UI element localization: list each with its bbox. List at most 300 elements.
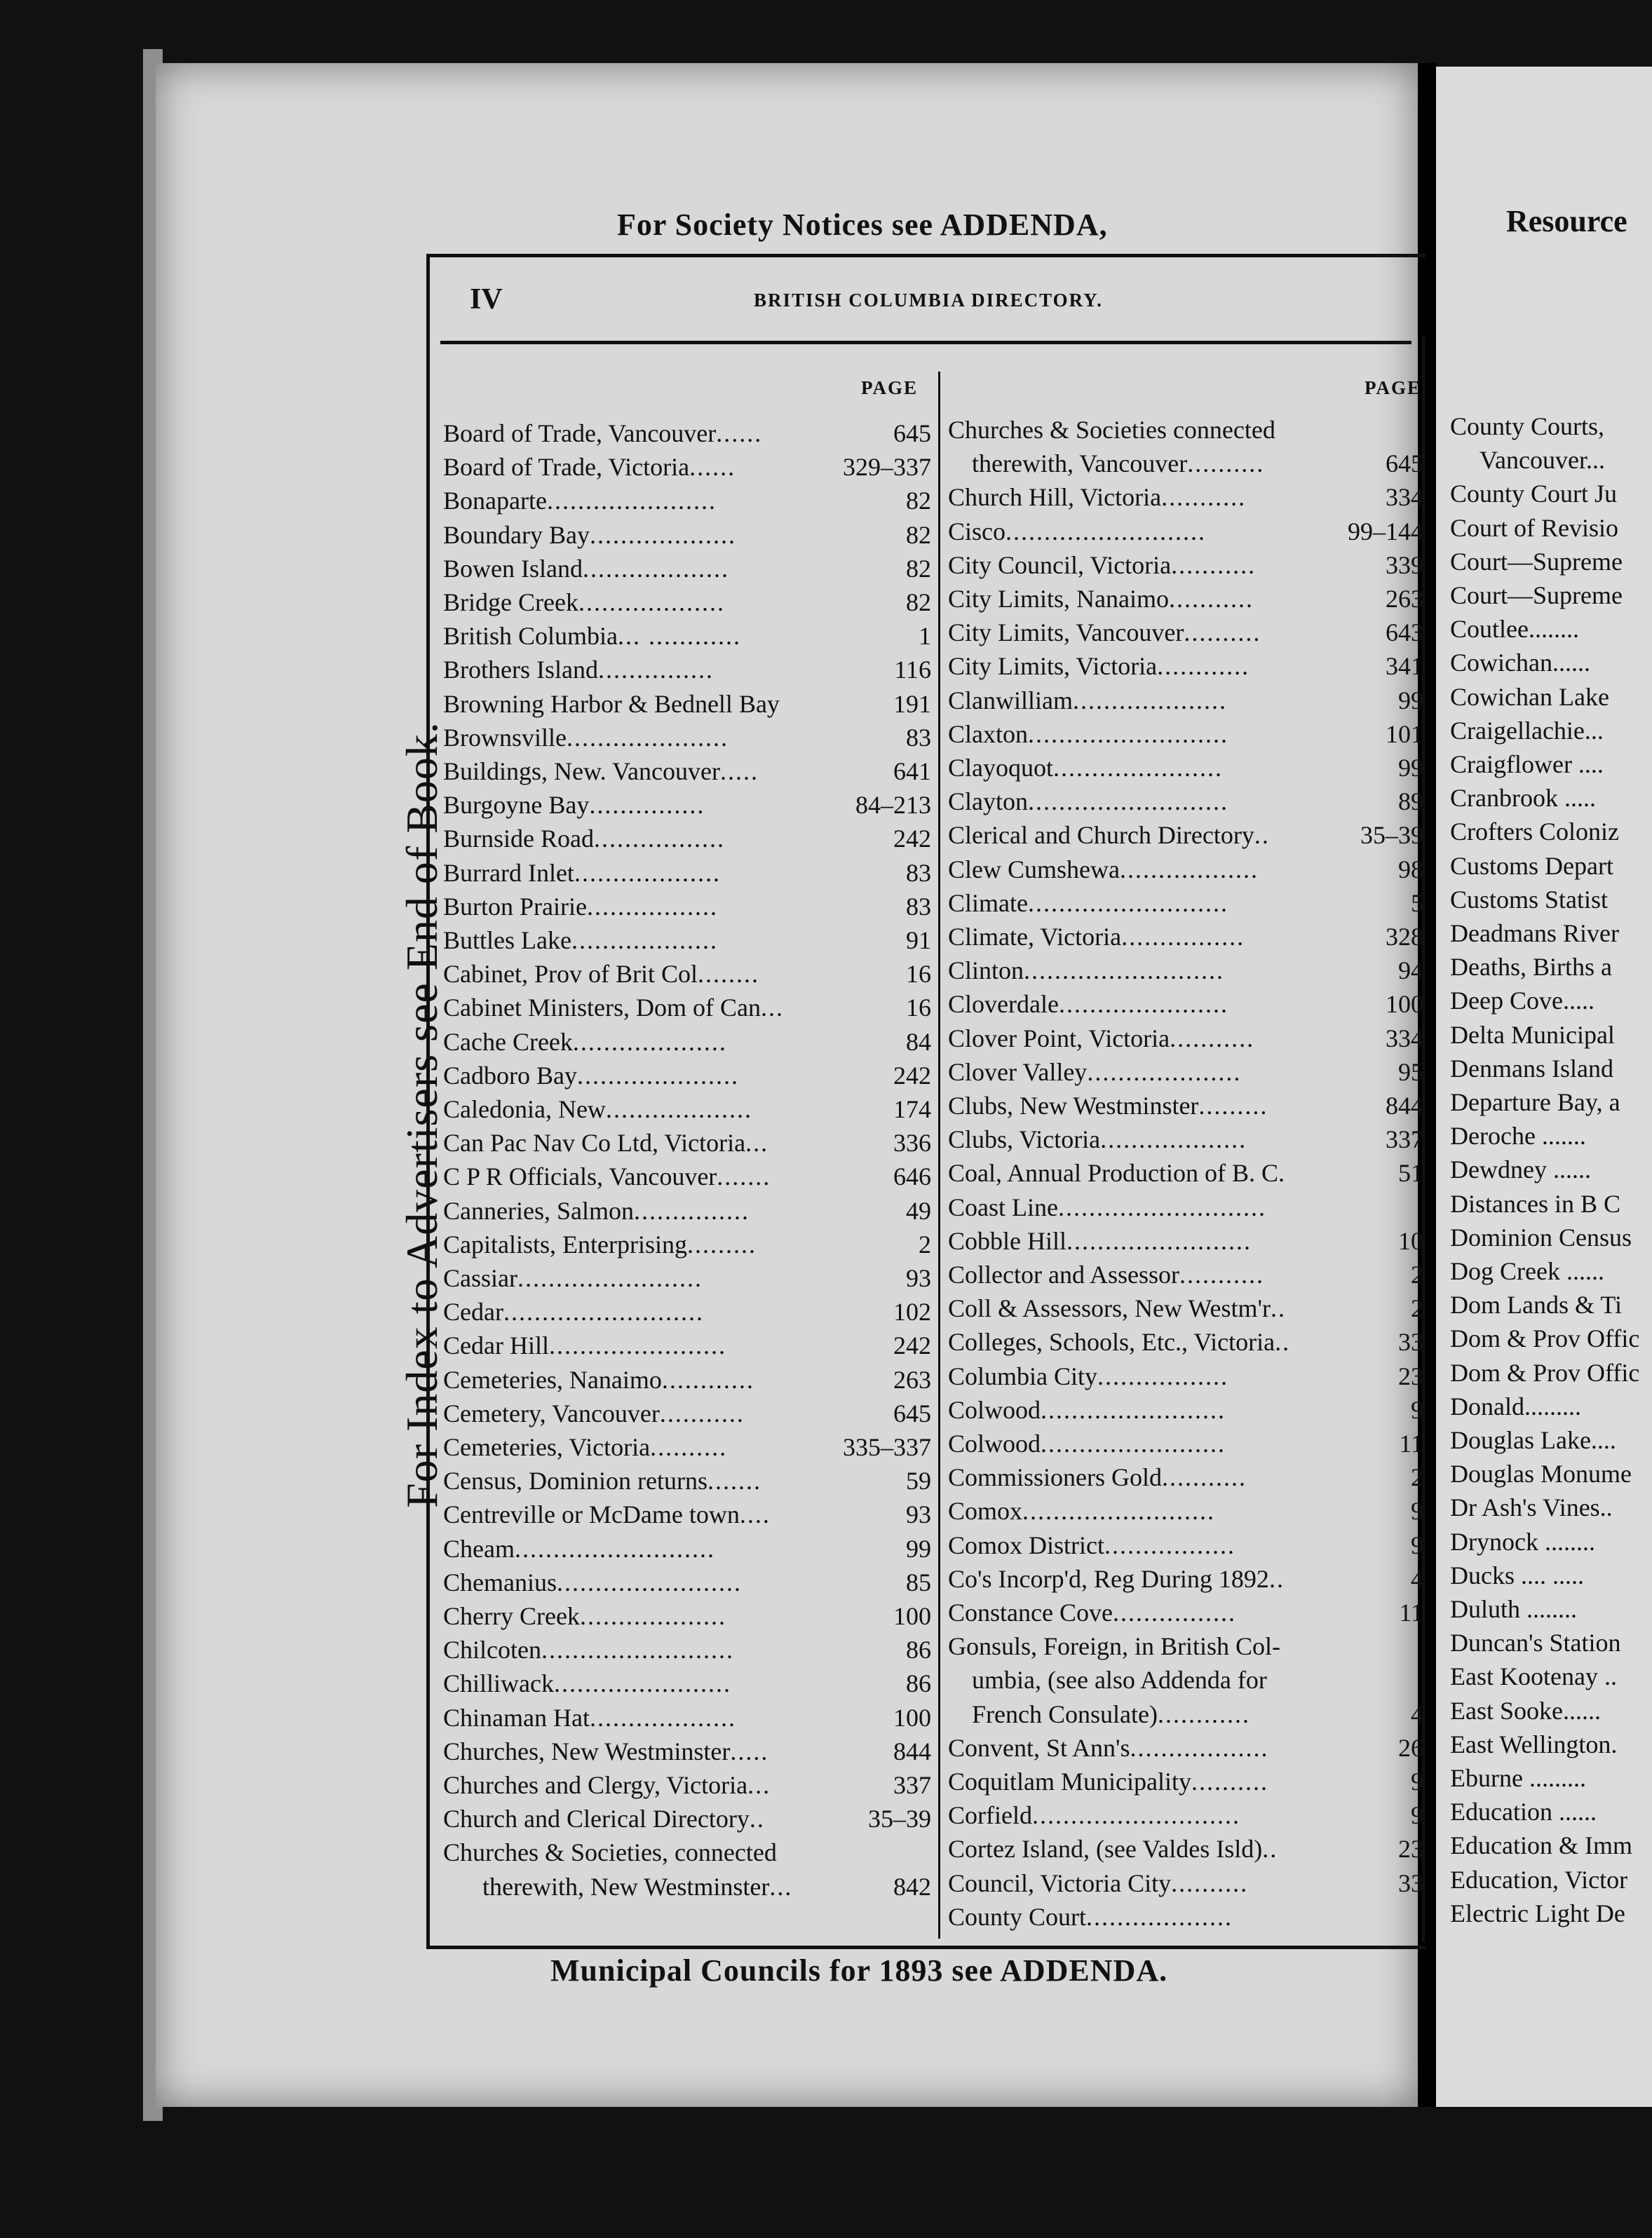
entry-page: 93 bbox=[906, 1264, 931, 1292]
entry-page: 93 bbox=[906, 1500, 931, 1529]
entry-name: Cadboro Bay bbox=[443, 1061, 577, 1090]
entry-name: Caledonia, New bbox=[443, 1095, 606, 1123]
entry-name: Burrard Inlet bbox=[443, 858, 574, 887]
index-entry bbox=[443, 789, 705, 821]
index-entry bbox=[443, 1160, 771, 1193]
entry-leader-dots: .. bbox=[1254, 821, 1270, 850]
entry-leader-dots: .. bbox=[1270, 1294, 1286, 1323]
index-entry bbox=[948, 819, 1270, 851]
entry-leader-dots: ....................... bbox=[553, 1669, 731, 1698]
facing-page-entry: Vancouver... bbox=[1480, 446, 1605, 475]
entry-leader-dots: .......................... bbox=[514, 1534, 715, 1563]
entry-leader-dots: ................. bbox=[593, 825, 725, 853]
facing-page-entry: Cowichan Lake bbox=[1450, 682, 1609, 711]
entry-leader-dots: ......... bbox=[686, 1230, 757, 1259]
entry-page: 91 bbox=[906, 926, 931, 954]
entry-name: Cassiar bbox=[443, 1264, 517, 1292]
index-entry bbox=[948, 1461, 1247, 1493]
entry-page: 83 bbox=[906, 858, 931, 887]
entry-leader-dots: .......... bbox=[1171, 1869, 1249, 1897]
index-entry bbox=[948, 921, 1245, 953]
entry-page: 844 bbox=[893, 1737, 931, 1765]
entry-leader-dots: ............ bbox=[1157, 652, 1250, 681]
facing-page-entry: Deep Cove..... bbox=[1450, 986, 1595, 1015]
header-rule bbox=[440, 341, 1411, 344]
entry-page: 337 bbox=[893, 1771, 931, 1799]
entry-name: Clinton bbox=[948, 956, 1024, 985]
entry-page: 11 bbox=[1399, 1430, 1423, 1458]
entry-leader-dots: ... bbox=[747, 1771, 771, 1799]
index-entry bbox=[443, 1296, 704, 1328]
entry-leader-dots: ..... bbox=[719, 757, 759, 785]
top-notice: For Society Notices see ADDENDA, bbox=[617, 208, 1108, 242]
entry-leader-dots: ...................... bbox=[1053, 754, 1223, 782]
entry-leader-dots: ................ bbox=[1112, 1599, 1236, 1627]
entry-page: 641 bbox=[893, 757, 931, 785]
entry-page: 5 bbox=[1411, 888, 1423, 917]
facing-page-entry: Donald......... bbox=[1450, 1392, 1581, 1420]
facing-page-heading: Resource bbox=[1506, 204, 1627, 238]
entry-page: 83 bbox=[906, 723, 931, 752]
index-entry bbox=[948, 1596, 1236, 1629]
index-entry bbox=[443, 890, 718, 923]
entry-name: Cache Creek bbox=[443, 1027, 573, 1056]
index-entry bbox=[443, 991, 784, 1024]
entry-leader-dots: .. bbox=[1268, 1564, 1285, 1593]
entry-page: 10 bbox=[1398, 1226, 1423, 1255]
entry-leader-dots: .......................... bbox=[503, 1298, 704, 1327]
entry-page: 35–39 bbox=[868, 1805, 931, 1833]
entry-name: Cemetery, Vancouver bbox=[443, 1399, 660, 1427]
entry-name: Chemanius bbox=[443, 1568, 557, 1596]
entry-name: Buildings, New. Vancouver bbox=[443, 757, 720, 785]
entry-leader-dots: ........................ bbox=[556, 1568, 742, 1596]
entry-name: French Consulate) bbox=[972, 1700, 1158, 1728]
entry-name: Church Hill, Victoria bbox=[948, 483, 1162, 512]
entry-page: 844 bbox=[1386, 1092, 1423, 1120]
entry-page: 26 bbox=[1398, 1733, 1423, 1762]
facing-page-entry: County Courts, bbox=[1450, 412, 1605, 440]
entry-page: 85 bbox=[906, 1568, 931, 1596]
facing-page-entry: East Sooke...... bbox=[1450, 1696, 1601, 1725]
index-entry bbox=[948, 1360, 1228, 1392]
entry-name: Burnside Road bbox=[443, 825, 594, 853]
index-entry bbox=[948, 1225, 1252, 1257]
facing-page-entry: Court—Supreme bbox=[1450, 581, 1623, 609]
entry-name: therewith, Vancouver bbox=[972, 449, 1188, 478]
index-entry bbox=[443, 1600, 726, 1632]
index-entry bbox=[443, 519, 736, 551]
index-entry bbox=[443, 1364, 754, 1396]
facing-page-entry: Customs Statist bbox=[1450, 885, 1609, 914]
entry-page: 337 bbox=[1386, 1125, 1423, 1154]
index-entry bbox=[948, 988, 1228, 1020]
entry-page: 2 bbox=[919, 1230, 931, 1259]
entry-name: Cisco bbox=[948, 517, 1006, 545]
bottom-notice: Municipal Councils for 1893 see ADDENDA. bbox=[550, 1953, 1168, 1988]
facing-page-entry: Denmans Island bbox=[1450, 1054, 1613, 1083]
index-entry bbox=[948, 1292, 1286, 1324]
entry-leader-dots: ........... bbox=[1162, 1463, 1247, 1492]
entry-page: 341 bbox=[1386, 652, 1423, 681]
entry-name: Constance Cove bbox=[948, 1599, 1113, 1627]
index-entry bbox=[443, 484, 717, 517]
entry-page: 646 bbox=[893, 1162, 931, 1191]
entry-leader-dots: .......................... bbox=[1028, 719, 1228, 748]
entry-leader-dots: ... bbox=[769, 1872, 793, 1901]
index-entry bbox=[482, 1871, 792, 1903]
entry-page: 49 bbox=[906, 1196, 931, 1225]
facing-page-entry: Electric Light De bbox=[1450, 1899, 1625, 1927]
entry-page: 94 bbox=[1398, 956, 1423, 985]
entry-leader-dots: ...... bbox=[716, 419, 763, 447]
facing-page-entry: Deaths, Births a bbox=[1450, 953, 1612, 982]
entry-name: Coquitlam Municipality bbox=[948, 1768, 1191, 1796]
entry-name: Burgoyne Bay bbox=[443, 791, 590, 820]
entry-name: Brownsville bbox=[443, 723, 567, 752]
entry-name: Council, Victoria City bbox=[948, 1869, 1172, 1897]
facing-page-entry: Ducks .... ..... bbox=[1450, 1561, 1584, 1589]
entry-page: 263 bbox=[1386, 585, 1423, 613]
index-entry bbox=[948, 1157, 1285, 1189]
entry-leader-dots: ........... bbox=[1170, 1024, 1255, 1052]
entry-page: 11 bbox=[1399, 1599, 1423, 1627]
index-entry bbox=[443, 586, 725, 618]
entry-page: 33 bbox=[1398, 1869, 1423, 1897]
entry-page: 339 bbox=[1386, 550, 1423, 579]
entry-name: County Court bbox=[948, 1902, 1087, 1931]
entry-name: Climate bbox=[948, 888, 1028, 917]
entry-page: 9 bbox=[1411, 1768, 1423, 1796]
index-entry bbox=[443, 1769, 771, 1801]
entry-name: Claxton bbox=[948, 719, 1028, 748]
entry-name: Gonsuls, Foreign, in British Col- bbox=[948, 1632, 1281, 1661]
entry-name: Cloverdale bbox=[948, 990, 1059, 1019]
entry-leader-dots: ........................... bbox=[1031, 1801, 1240, 1830]
entry-leader-dots: ........... bbox=[659, 1399, 745, 1427]
entry-leader-dots: .......................... bbox=[1027, 888, 1228, 917]
entry-page: 2 bbox=[1411, 1261, 1423, 1289]
facing-page-entry: Duncan's Station bbox=[1450, 1629, 1621, 1657]
index-entry bbox=[443, 653, 714, 686]
index-entry bbox=[443, 1195, 750, 1227]
entry-leader-dots: .......... bbox=[650, 1433, 728, 1461]
entry-name: Church and Clerical Directory bbox=[443, 1805, 750, 1833]
entry-name: therewith, New Westminster bbox=[482, 1872, 770, 1901]
entry-name: Cemeteries, Victoria bbox=[443, 1433, 651, 1461]
entry-leader-dots: .................... bbox=[572, 1027, 727, 1056]
entry-page: 9 bbox=[1411, 1801, 1423, 1830]
entry-leader-dots: ...................... bbox=[1058, 990, 1228, 1019]
entry-name: Commissioners Gold bbox=[948, 1463, 1163, 1492]
entry-name: C P R Officials, Vancouver bbox=[443, 1162, 717, 1191]
entry-name: Cemeteries, Nanaimo bbox=[443, 1365, 662, 1394]
entry-name: Corfield bbox=[948, 1801, 1032, 1830]
entry-name: Colwood bbox=[948, 1395, 1041, 1424]
entry-page: 242 bbox=[893, 825, 931, 853]
entry-name: Clerical and Church Directory bbox=[948, 821, 1254, 850]
entry-name: Comox bbox=[948, 1497, 1023, 1526]
entry-page: 82 bbox=[906, 520, 931, 549]
index-entry bbox=[443, 1397, 745, 1430]
index-entry bbox=[948, 853, 1259, 886]
entry-leader-dots: ... ............ bbox=[618, 622, 742, 651]
index-entry bbox=[443, 1329, 726, 1362]
entry-page: 842 bbox=[893, 1872, 931, 1901]
entry-name: Chilcoten bbox=[443, 1636, 541, 1664]
entry-leader-dots: ....... bbox=[707, 1467, 761, 1496]
index-entry bbox=[443, 1262, 703, 1294]
entry-leader-dots: ........ bbox=[698, 960, 759, 989]
index-entry bbox=[948, 752, 1223, 784]
index-entry bbox=[948, 1867, 1248, 1899]
entry-leader-dots: .. bbox=[1262, 1835, 1278, 1864]
entry-page: 82 bbox=[906, 487, 931, 515]
entry-leader-dots: .......................... bbox=[1024, 956, 1225, 985]
entry-page: 328 bbox=[1386, 923, 1423, 951]
index-entry bbox=[948, 1901, 1233, 1933]
vertical-advertiser-notice: For Index to Advertisers see End of Book. bbox=[397, 721, 447, 1508]
entry-name: Coast Line bbox=[948, 1193, 1058, 1221]
entry-page: 23 bbox=[1398, 1362, 1423, 1390]
entry-leader-dots: ........................ bbox=[1041, 1395, 1226, 1424]
index-entry bbox=[948, 1259, 1264, 1291]
facing-page-entry: Eburne ......... bbox=[1450, 1764, 1586, 1792]
index-entry bbox=[443, 1093, 752, 1125]
entry-leader-dots: ................... bbox=[1100, 1125, 1247, 1154]
entry-leader-dots: ............... bbox=[633, 1196, 750, 1225]
entry-page: 16 bbox=[906, 993, 931, 1022]
index-entry bbox=[948, 1630, 1280, 1662]
entry-leader-dots: ................... bbox=[1086, 1902, 1233, 1931]
entry-leader-dots: .. bbox=[749, 1805, 765, 1833]
index-entry bbox=[948, 684, 1227, 717]
entry-page: 329–337 bbox=[843, 453, 931, 482]
index-entry bbox=[443, 958, 759, 990]
entry-leader-dots: ................... bbox=[605, 1095, 752, 1123]
index-entry bbox=[443, 1498, 771, 1531]
entry-page: 2 bbox=[1411, 1294, 1423, 1323]
entry-leader-dots: ... bbox=[745, 1129, 769, 1158]
index-entry bbox=[443, 552, 729, 585]
facing-page-entry: Delta Municipal bbox=[1450, 1020, 1615, 1049]
entry-name: Buttles Lake bbox=[443, 926, 571, 954]
entry-leader-dots: ........... bbox=[1168, 585, 1254, 613]
entry-page: 86 bbox=[906, 1669, 931, 1698]
entry-name: Columbia City bbox=[948, 1362, 1098, 1390]
entry-name: Browning Harbor & Bednell Bay bbox=[443, 689, 780, 718]
entry-leader-dots: .......................... bbox=[1006, 517, 1207, 545]
index-entry bbox=[948, 1563, 1285, 1595]
entry-name: Census, Dominion returns bbox=[443, 1467, 707, 1496]
facing-page-entry: Dominion Census bbox=[1450, 1223, 1632, 1252]
entry-name: Clover Valley bbox=[948, 1057, 1088, 1086]
facing-page-entry: Douglas Lake.... bbox=[1450, 1426, 1616, 1454]
index-entry bbox=[443, 1634, 734, 1666]
entry-leader-dots: ................. bbox=[586, 892, 718, 921]
entry-name: Clubs, Victoria bbox=[948, 1125, 1101, 1154]
facing-page-entry: Dom & Prov Offic bbox=[1450, 1358, 1640, 1387]
facing-page-entry: Craigflower .... bbox=[1450, 750, 1604, 778]
entry-name: Bridge Creek bbox=[443, 588, 578, 616]
entry-name: Collector and Assessor bbox=[948, 1261, 1179, 1289]
entry-leader-dots: .......... bbox=[1191, 1768, 1268, 1796]
entry-leader-dots: ...................... bbox=[546, 487, 717, 515]
index-entry bbox=[443, 1566, 742, 1599]
entry-leader-dots: ................. bbox=[1104, 1531, 1235, 1559]
entry-page: 99 bbox=[1398, 686, 1423, 714]
entry-page: 102 bbox=[893, 1298, 931, 1327]
index-entry bbox=[948, 1394, 1226, 1426]
entry-name: Cheam bbox=[443, 1534, 515, 1563]
entry-page: 645 bbox=[1386, 449, 1423, 478]
index-entry bbox=[948, 718, 1228, 750]
entry-name: Burton Prairie bbox=[443, 892, 587, 921]
index-entry bbox=[948, 785, 1228, 818]
entry-leader-dots: .................... bbox=[1072, 686, 1227, 714]
entry-name: Clubs, New Westminster bbox=[948, 1092, 1199, 1120]
entry-page: 334 bbox=[1386, 1024, 1423, 1052]
entry-leader-dots: ................... bbox=[589, 1703, 736, 1732]
entry-name: Clayoquot bbox=[948, 754, 1053, 782]
entry-page: 100 bbox=[893, 1703, 931, 1732]
entry-page: 174 bbox=[893, 1095, 931, 1123]
facing-page-entry: Drynock ........ bbox=[1450, 1527, 1595, 1556]
index-entry bbox=[948, 1056, 1241, 1088]
entry-leader-dots: ........................ bbox=[1041, 1430, 1226, 1458]
entry-name: Board of Trade, Vancouver bbox=[443, 419, 717, 447]
entry-page: 84 bbox=[906, 1027, 931, 1056]
index-entry bbox=[948, 1732, 1269, 1764]
entry-leader-dots: ............ bbox=[661, 1365, 754, 1394]
entry-name: Convent, St Ann's bbox=[948, 1733, 1130, 1762]
facing-page-entry: Education ...... bbox=[1450, 1798, 1597, 1826]
index-entry bbox=[443, 1836, 777, 1869]
entry-name: Churches & Societies, connected bbox=[443, 1838, 777, 1867]
index-entry bbox=[948, 481, 1246, 513]
facing-page-entry: Dom & Prov Offic bbox=[1450, 1324, 1640, 1353]
entry-leader-dots: ......... bbox=[1198, 1092, 1268, 1120]
entry-name: Cherry Creek bbox=[443, 1602, 580, 1630]
entry-page: 335–337 bbox=[843, 1433, 931, 1461]
index-entry bbox=[443, 924, 718, 956]
entry-leader-dots: ... bbox=[760, 993, 784, 1022]
facing-page-entry: Dr Ash's Vines.. bbox=[1450, 1493, 1613, 1522]
entry-name: Churches, New Westminster bbox=[443, 1737, 731, 1765]
entry-name: Cabinet, Prov of Brit Col bbox=[443, 960, 698, 989]
index-entry bbox=[948, 616, 1261, 649]
index-entry bbox=[948, 1326, 1290, 1358]
entry-leader-dots: ....................... bbox=[548, 1331, 726, 1360]
facing-page-entry: Customs Depart bbox=[1450, 851, 1613, 880]
index-entry bbox=[948, 1022, 1254, 1054]
entry-page: 9 bbox=[1411, 1497, 1423, 1526]
entry-leader-dots: .. bbox=[1275, 1328, 1291, 1357]
index-entry bbox=[443, 1465, 761, 1497]
entry-leader-dots: ................ bbox=[1121, 923, 1245, 951]
index-entry bbox=[443, 1667, 731, 1700]
entry-name: Chinaman Hat bbox=[443, 1703, 590, 1732]
entry-leader-dots: .......... bbox=[1187, 449, 1265, 478]
entry-leader-dots: ...... bbox=[689, 453, 736, 482]
entry-leader-dots: ................... bbox=[574, 858, 721, 887]
entry-name: Can Pac Nav Co Ltd, Victoria bbox=[443, 1129, 746, 1158]
facing-page-entry: Education, Victor bbox=[1450, 1865, 1628, 1894]
entry-page: 9 bbox=[1411, 1395, 1423, 1424]
entry-name: Cortez Island, (see Valdes Isld) bbox=[948, 1835, 1263, 1864]
index-entry bbox=[443, 721, 729, 754]
running-head: BRITISH COLUMBIA DIRECTORY. bbox=[754, 290, 1103, 311]
entry-page: 242 bbox=[893, 1061, 931, 1090]
entry-name: Centreville or McDame town bbox=[443, 1500, 740, 1529]
index-entry bbox=[972, 1664, 1267, 1696]
facing-page-entry: Deadmans River bbox=[1450, 919, 1619, 947]
entry-name: City Limits, Vancouver bbox=[948, 618, 1184, 647]
entry-leader-dots: ................... bbox=[589, 520, 736, 549]
entry-page: 191 bbox=[893, 689, 931, 718]
facing-page-entry: Departure Bay, a bbox=[1450, 1088, 1620, 1116]
index-entry bbox=[948, 1765, 1268, 1798]
entry-leader-dots: ....... bbox=[717, 1162, 771, 1191]
column-divider bbox=[938, 372, 940, 1939]
index-entry bbox=[948, 515, 1206, 548]
index-entry bbox=[948, 549, 1256, 581]
entry-name: Cabinet Ministers, Dom of Can bbox=[443, 993, 761, 1022]
entry-page: 16 bbox=[906, 960, 931, 989]
entry-name: British Columbia bbox=[443, 622, 618, 651]
facing-page-entry: Cranbrook ..... bbox=[1450, 784, 1596, 813]
facing-page-entry: Education & Imm bbox=[1450, 1831, 1632, 1860]
entry-page: 645 bbox=[893, 1399, 931, 1427]
entry-page: 99 bbox=[906, 1534, 931, 1563]
entry-page: 51 bbox=[1398, 1159, 1423, 1188]
index-entry bbox=[443, 1059, 739, 1092]
index-entry bbox=[443, 1431, 727, 1463]
entry-page: 1 bbox=[919, 622, 931, 651]
entry-name: Climate, Victoria bbox=[948, 923, 1122, 951]
index-entry bbox=[948, 1529, 1235, 1561]
index-entry bbox=[972, 447, 1264, 480]
entry-leader-dots: ........... bbox=[1179, 1261, 1264, 1289]
index-entry bbox=[948, 1090, 1268, 1122]
facing-page-entry: East Wellington. bbox=[1450, 1730, 1618, 1758]
entry-page: 83 bbox=[906, 892, 931, 921]
entry-page: 263 bbox=[893, 1365, 931, 1394]
entry-leader-dots: ........... bbox=[1171, 550, 1257, 579]
facing-page-entry: Dewdney ...... bbox=[1450, 1155, 1591, 1184]
entry-leader-dots: ........................ bbox=[517, 1264, 703, 1292]
index-entry bbox=[948, 1191, 1266, 1223]
entry-leader-dots: ..................... bbox=[576, 1061, 739, 1090]
entry-leader-dots: ..................... bbox=[567, 723, 729, 752]
entry-name: Coll & Assessors, New Westm'r bbox=[948, 1294, 1271, 1323]
entry-leader-dots: .................... bbox=[1087, 1057, 1242, 1086]
entry-leader-dots: ................... bbox=[582, 554, 729, 583]
index-entry bbox=[443, 755, 759, 787]
index-entry bbox=[443, 1127, 769, 1159]
entry-page: 116 bbox=[894, 656, 931, 684]
facing-page-entry: Deroche ....... bbox=[1450, 1122, 1586, 1151]
entry-leader-dots: .......... bbox=[1184, 618, 1261, 647]
entry-page: 82 bbox=[906, 554, 931, 583]
entry-name: Board of Trade, Victoria bbox=[443, 453, 690, 482]
index-entry bbox=[948, 954, 1224, 986]
entry-leader-dots: ........................ bbox=[1067, 1226, 1252, 1255]
index-entry bbox=[443, 1026, 727, 1058]
entry-name: Bonaparte bbox=[443, 487, 547, 515]
index-entry bbox=[948, 414, 1275, 446]
entry-name: Clayton bbox=[948, 787, 1028, 816]
